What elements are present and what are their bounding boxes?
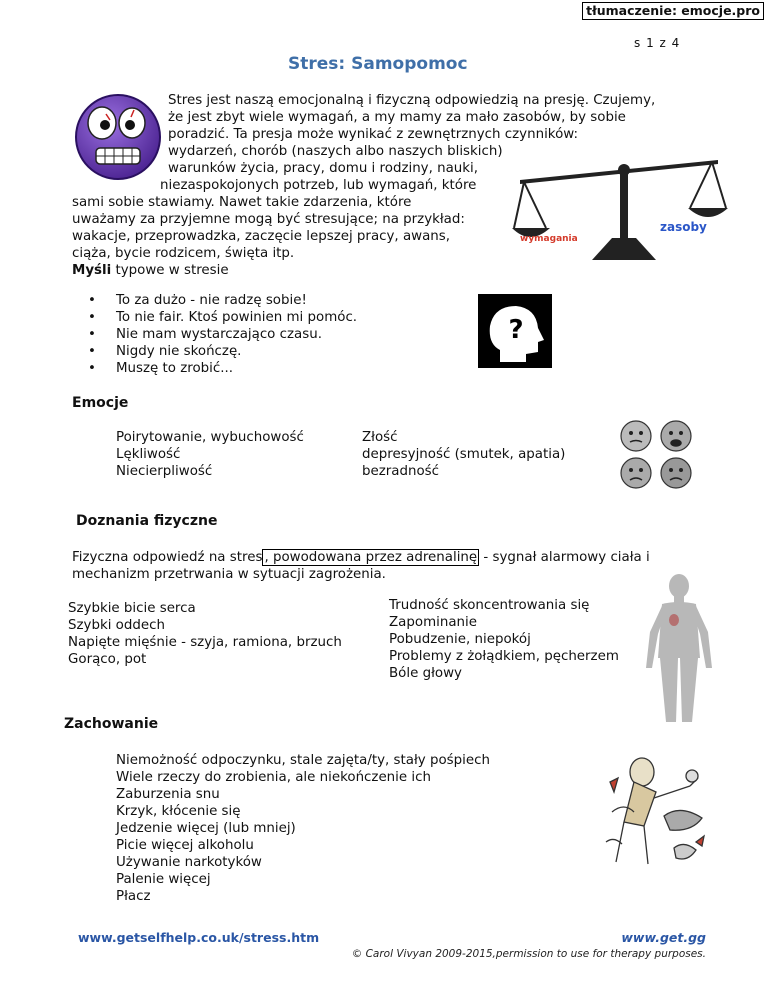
thought-text: Nigdy nie skończę. — [116, 344, 242, 359]
behaviour-heading: Zachowanie — [64, 716, 159, 732]
list-item: Pobudzenie, niepokój — [389, 632, 531, 647]
demands-label: wymagania — [520, 234, 578, 244]
physical-intro-text: Fizyczna odpowiedź na stres — [72, 550, 263, 565]
copyright-notice: © Carol Vivyan 2009-2015,permission to use for therapy purposes. — [351, 948, 706, 960]
list-item: Zapominanie — [389, 615, 477, 630]
thoughts-heading-rest: typowe w stresie — [111, 263, 229, 278]
list-item: Problemy z żołądkiem, pęcherzem — [389, 649, 619, 664]
list-item: Płacz — [116, 889, 151, 904]
list-item: Zaburzenia snu — [116, 787, 220, 802]
physical-intro-line — [72, 549, 650, 566]
intro-line: warunków życia, pracy, domu i rodziny, nauki, — [168, 161, 479, 176]
translator-credit: tłumaczenie: emocje.pro — [582, 2, 764, 20]
chaos-sketch-illustration — [604, 752, 712, 868]
intro-line: uważamy za przyjemne mogą być stresujące; na przykład: — [72, 212, 465, 227]
list-item: Używanie narkotyków — [116, 855, 262, 870]
physical-heading: Doznania fizyczne — [76, 513, 218, 529]
physical-intro-text-end: - sygnał alarmowy ciała i — [479, 550, 650, 565]
intro-line: niezaspokojonych potrzeb, lub wymagań, które — [160, 178, 477, 193]
human-body-icon — [640, 572, 718, 724]
thoughts-list — [88, 292, 357, 377]
intro-line: sami sobie stawiamy. Nawet takie zdarzenia, które — [72, 195, 412, 210]
list-item: Gorąco, pot — [68, 652, 147, 667]
list-item: Jedzenie więcej (lub mniej) — [116, 821, 296, 836]
list-item: Napięte mięśnie - szyja, ramiona, brzuch — [68, 635, 342, 650]
list-item: Niecierpliwość — [116, 464, 213, 479]
list-item: depresyjność (smutek, apatia) — [362, 447, 566, 462]
list-item: Szybki oddech — [68, 618, 165, 633]
emotions-heading: Emocje — [72, 395, 129, 411]
intro-line: wydarzeń, chorób (naszych albo naszych bliskich) — [168, 144, 503, 159]
head-question-icon — [478, 294, 552, 368]
list-item: Poirytowanie, wybuchowość — [116, 430, 304, 445]
intro-line: poradzić. Ta presja może wynikać z zewnętrznych czynników: — [168, 127, 578, 142]
list-item: Picie więcej alkoholu — [116, 838, 254, 853]
list-item: Bóle głowy — [389, 666, 462, 681]
list-item: Wiele rzeczy do zrobienia, ale niekończenie ich — [116, 770, 431, 785]
emotion-faces-icon — [616, 418, 698, 492]
list-item: Trudność skoncentrowania się — [389, 598, 590, 613]
intro-line: Stres jest naszą emocjonalną i fizyczną odpowiedzią na presję. Czujemy, — [168, 93, 656, 108]
list-item — [88, 292, 357, 309]
intro-line: że jest zbyt wiele wymagań, a my mamy za mało zasobów, by sobie — [168, 110, 626, 125]
thoughts-heading — [72, 262, 229, 279]
svg-text:?: ? — [508, 315, 524, 345]
list-item: Palenie więcej — [116, 872, 211, 887]
resources-label: zasoby — [660, 220, 707, 234]
balance-scale-illustration — [512, 150, 728, 266]
intro-line: ciąża, bycie rodzicem, święta itp. — [72, 246, 295, 261]
thought-text: Nie mam wystarczająco czasu. — [116, 327, 322, 342]
list-item: bezradność — [362, 464, 439, 479]
thought-text: To za dużo - nie radzę sobie! — [116, 293, 307, 308]
list-item: Niemożność odpoczynku, stale zajęta/ty, stały pośpiech — [116, 753, 490, 768]
list-item: Lękliwość — [116, 447, 181, 462]
page-title: Stres: Samopomoc — [288, 54, 468, 74]
thought-text: To nie fair. Ktoś powinien mi pomóc. — [116, 310, 358, 325]
intro-line: wakacje, przeprowadzka, zaczęcie lepszej pracy, awans, — [72, 229, 451, 244]
list-item — [88, 343, 357, 360]
short-website-link[interactable]: www.get.gg — [621, 930, 706, 945]
list-item — [88, 309, 357, 326]
list-item: Szybkie bicie serca — [68, 601, 196, 616]
list-item — [88, 360, 357, 377]
website-link[interactable]: www.getselfhelp.co.uk/stress.htm — [78, 930, 320, 945]
list-item — [88, 326, 357, 343]
list-item: Krzyk, kłócenie się — [116, 804, 241, 819]
page-number: s 1 z 4 — [634, 36, 681, 50]
adrenaline-highlight: , powodowana przez adrenalinę — [264, 550, 478, 565]
physical-intro-line: mechanizm przetrwania w sytuacji zagrożenia. — [72, 567, 386, 582]
stressed-face-illustration — [72, 90, 166, 182]
thoughts-heading-bold: Myśli — [72, 263, 112, 278]
thought-text: Muszę to zrobić... — [116, 361, 234, 376]
scale-icon — [512, 150, 728, 266]
list-item: Złość — [362, 430, 398, 445]
